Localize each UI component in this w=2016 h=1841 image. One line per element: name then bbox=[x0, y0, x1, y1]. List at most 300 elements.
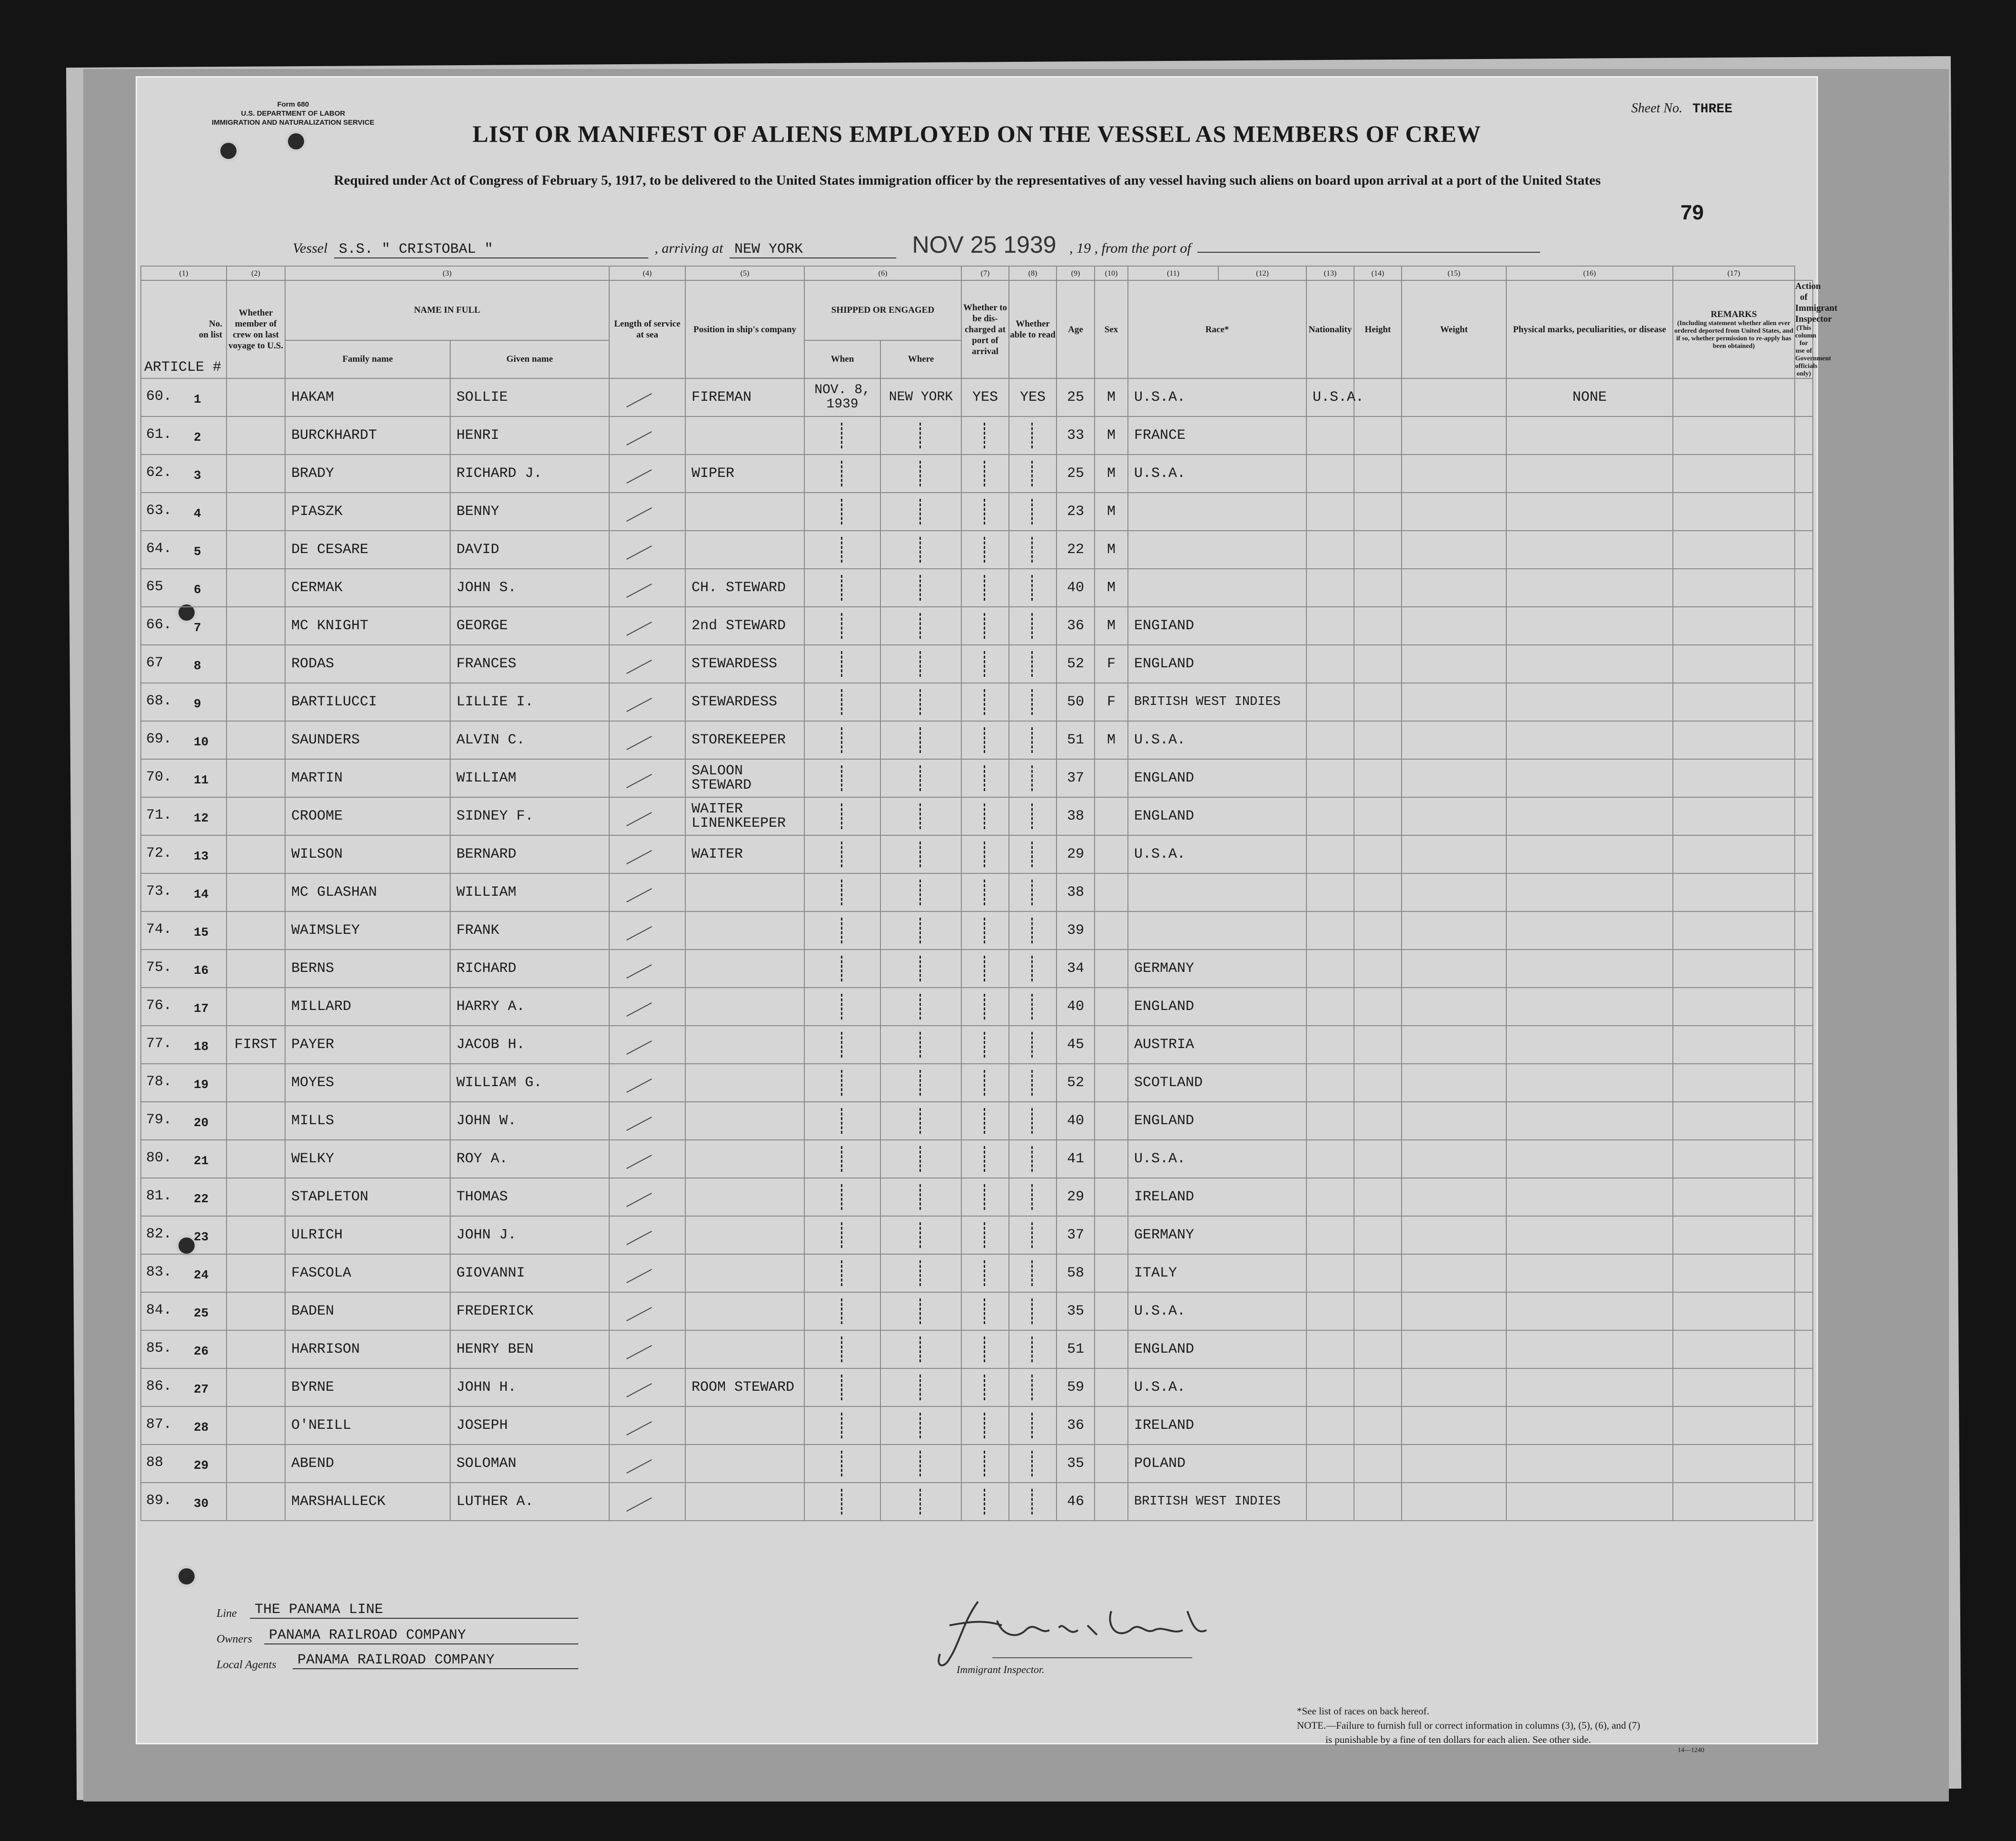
ditto-dash bbox=[841, 1146, 844, 1172]
previous-voyage-cell bbox=[227, 1406, 285, 1445]
article-number: 88 bbox=[146, 1455, 164, 1471]
nationality-cell bbox=[1306, 1102, 1354, 1140]
when-cell bbox=[804, 797, 880, 835]
sex-cell bbox=[1095, 1368, 1128, 1406]
list-number: 21 bbox=[194, 1154, 209, 1168]
physical-marks-cell bbox=[1506, 759, 1673, 797]
family-name-cell: HAKAM bbox=[285, 378, 450, 416]
table-row bbox=[141, 797, 1813, 835]
height-cell bbox=[1354, 797, 1402, 835]
position-cell: 2nd STEWARD bbox=[685, 607, 804, 645]
nationality-cell bbox=[1306, 1483, 1354, 1521]
age-cell: 34 bbox=[1057, 950, 1095, 988]
sex-cell bbox=[1095, 797, 1128, 835]
where-cell bbox=[880, 416, 961, 455]
age-cell: 50 bbox=[1057, 683, 1095, 721]
physical-marks-cell bbox=[1506, 1254, 1673, 1292]
family-name-cell: DE CESARE bbox=[285, 531, 450, 569]
where-cell bbox=[880, 1254, 961, 1292]
ditto-dash bbox=[984, 1375, 987, 1400]
list-number-cell bbox=[141, 531, 227, 569]
note-penalty: NOTE.—Failure to furnish full or correct information in columns (3), (5), (6), and (7) bbox=[1297, 1720, 1640, 1731]
position-cell bbox=[685, 988, 804, 1026]
ditto-dash bbox=[1031, 1413, 1035, 1438]
length-of-service-cell bbox=[609, 759, 685, 797]
read-cell bbox=[1009, 1292, 1057, 1330]
position-cell bbox=[685, 1330, 804, 1368]
family-name-cell: MC KNIGHT bbox=[285, 607, 450, 645]
remarks-cell bbox=[1673, 1445, 1795, 1483]
position-cell bbox=[685, 1026, 804, 1064]
disch-cell bbox=[961, 493, 1009, 531]
given-name-cell: HENRI bbox=[450, 416, 609, 455]
action-cell bbox=[1795, 683, 1813, 721]
list-number: 9 bbox=[194, 697, 201, 711]
height-cell bbox=[1354, 1254, 1402, 1292]
ditto-stroke bbox=[626, 1421, 652, 1435]
race-cell: U.S.A. bbox=[1128, 721, 1306, 759]
race-cell: BRITISH WEST INDIES bbox=[1128, 683, 1306, 721]
ditto-dash bbox=[1031, 1146, 1035, 1172]
list-number-cell bbox=[141, 1445, 227, 1483]
read-cell bbox=[1009, 1445, 1057, 1483]
ditto-stroke bbox=[626, 850, 652, 864]
height-cell bbox=[1354, 569, 1402, 607]
list-number: 19 bbox=[194, 1078, 209, 1092]
ditto-dash bbox=[984, 575, 987, 601]
physical-marks-cell bbox=[1506, 835, 1673, 873]
column-number: (17) bbox=[1673, 266, 1795, 280]
list-number-cell bbox=[141, 1064, 227, 1102]
column-number: (5) bbox=[685, 266, 804, 280]
race-cell: U.S.A. bbox=[1128, 835, 1306, 873]
physical-marks-cell bbox=[1506, 1368, 1673, 1406]
where-cell bbox=[880, 835, 961, 873]
action-cell bbox=[1795, 911, 1813, 950]
weight-cell bbox=[1402, 1178, 1506, 1216]
remarks-cell bbox=[1673, 1216, 1795, 1254]
ditto-dash bbox=[841, 1032, 844, 1058]
ditto-dash bbox=[841, 1489, 844, 1514]
height-cell bbox=[1354, 950, 1402, 988]
physical-marks-cell bbox=[1506, 493, 1673, 531]
line-label: Line bbox=[217, 1607, 237, 1620]
ditto-stroke bbox=[626, 1155, 652, 1169]
race-cell: ENGLAND bbox=[1128, 797, 1306, 835]
ditto-stroke bbox=[626, 431, 652, 445]
article-number: 64. bbox=[146, 541, 172, 557]
column-number: (8) bbox=[1009, 266, 1057, 280]
given-name-cell: HENRY BEN bbox=[450, 1330, 609, 1368]
read-cell bbox=[1009, 455, 1057, 493]
disch-cell bbox=[961, 1292, 1009, 1330]
table-row bbox=[141, 645, 1813, 683]
ditto-dash bbox=[919, 575, 923, 601]
ditto-dash bbox=[919, 765, 923, 791]
list-number-cell bbox=[141, 569, 227, 607]
read-cell bbox=[1009, 1254, 1057, 1292]
article-number: 67 bbox=[146, 655, 164, 671]
ditto-dash bbox=[841, 918, 844, 943]
family-name-cell: STAPLETON bbox=[285, 1178, 450, 1216]
nationality-cell bbox=[1306, 1140, 1354, 1178]
weight-cell bbox=[1402, 1406, 1506, 1445]
physical-marks-cell bbox=[1506, 1330, 1673, 1368]
article-number: 61. bbox=[146, 426, 172, 443]
physical-marks-cell bbox=[1506, 455, 1673, 493]
position-cell bbox=[685, 1102, 804, 1140]
height-cell bbox=[1354, 1178, 1402, 1216]
punch-hole bbox=[178, 1568, 195, 1584]
list-number-cell bbox=[141, 1026, 227, 1064]
ditto-dash bbox=[1031, 994, 1035, 1019]
position-cell: FIREMAN bbox=[685, 378, 804, 416]
ditto-dash bbox=[919, 1184, 923, 1210]
position-cell bbox=[685, 1216, 804, 1254]
list-number-cell bbox=[141, 645, 227, 683]
read-cell bbox=[1009, 1216, 1057, 1254]
from-port-label: , from the port of bbox=[1094, 240, 1191, 256]
nationality-cell bbox=[1306, 683, 1354, 721]
length-of-service-cell bbox=[609, 721, 685, 759]
article-number: 84. bbox=[146, 1302, 172, 1318]
given-name-cell: JOSEPH bbox=[450, 1406, 609, 1445]
when-cell bbox=[804, 531, 880, 569]
sheet-number bbox=[1631, 101, 1732, 117]
when-cell bbox=[804, 1368, 880, 1406]
where-cell bbox=[880, 1483, 961, 1521]
weight-cell bbox=[1402, 759, 1506, 797]
age-cell: 41 bbox=[1057, 1140, 1095, 1178]
read-cell bbox=[1009, 873, 1057, 911]
ditto-dash bbox=[841, 880, 844, 905]
action-header bbox=[1795, 280, 1838, 378]
physical-marks-cell bbox=[1506, 1064, 1673, 1102]
height-header: Height bbox=[1354, 280, 1402, 378]
action-cell bbox=[1795, 416, 1813, 455]
length-of-service-cell bbox=[609, 797, 685, 835]
when-cell bbox=[804, 1406, 880, 1445]
line-value: THE PANAMA LINE bbox=[250, 1602, 578, 1619]
ditto-dash bbox=[841, 537, 844, 563]
length-of-service-header: Length of service at sea bbox=[609, 280, 685, 378]
sex-cell bbox=[1095, 1292, 1128, 1330]
position-cell: ROOM STEWARD bbox=[685, 1368, 804, 1406]
height-cell bbox=[1354, 1064, 1402, 1102]
race-cell: GERMANY bbox=[1128, 950, 1306, 988]
given-name-cell: GIOVANNI bbox=[450, 1254, 609, 1292]
article-number: 76. bbox=[146, 998, 172, 1014]
ditto-stroke bbox=[626, 964, 652, 979]
ditto-dash bbox=[1031, 461, 1035, 486]
given-name-cell: RICHARD bbox=[450, 950, 609, 988]
age-cell: 25 bbox=[1057, 455, 1095, 493]
disch-cell bbox=[961, 1178, 1009, 1216]
when-cell bbox=[804, 1140, 880, 1178]
action-cell bbox=[1795, 1406, 1813, 1445]
ditto-dash bbox=[841, 613, 844, 639]
where-cell bbox=[880, 911, 961, 950]
list-number: 20 bbox=[194, 1116, 209, 1130]
ditto-dash bbox=[1031, 1375, 1035, 1400]
list-number: 26 bbox=[194, 1344, 209, 1358]
remarks-cell bbox=[1673, 873, 1795, 911]
remarks-cell bbox=[1673, 1368, 1795, 1406]
ditto-dash bbox=[984, 689, 987, 715]
list-number-cell bbox=[141, 1254, 227, 1292]
sex-cell bbox=[1095, 1026, 1128, 1064]
table-row bbox=[141, 1368, 1813, 1406]
nationality-cell bbox=[1306, 759, 1354, 797]
manifest-page bbox=[136, 76, 1838, 1754]
table-row bbox=[141, 569, 1813, 607]
vessel-label: Vessel bbox=[293, 240, 328, 256]
action-cell bbox=[1795, 1026, 1813, 1064]
ditto-dash bbox=[984, 765, 987, 791]
position-cell bbox=[685, 1140, 804, 1178]
ditto-dash bbox=[919, 1070, 923, 1096]
weight-cell bbox=[1402, 835, 1506, 873]
when-cell bbox=[804, 493, 880, 531]
ditto-stroke bbox=[626, 1345, 652, 1359]
weight-cell bbox=[1402, 569, 1506, 607]
ditto-dash bbox=[919, 956, 923, 981]
age-cell: 35 bbox=[1057, 1292, 1095, 1330]
list-number-cell bbox=[141, 797, 227, 835]
family-name-cell: SAUNDERS bbox=[285, 721, 450, 759]
height-cell bbox=[1354, 1140, 1402, 1178]
age-cell: 40 bbox=[1057, 988, 1095, 1026]
position-cell bbox=[685, 1292, 804, 1330]
read-cell bbox=[1009, 569, 1057, 607]
family-name-cell: BRADY bbox=[285, 455, 450, 493]
length-of-service-cell bbox=[609, 911, 685, 950]
length-of-service-cell bbox=[609, 455, 685, 493]
physical-marks-cell bbox=[1506, 988, 1673, 1026]
ditto-dash bbox=[919, 1222, 923, 1248]
column-number: (11) bbox=[1128, 266, 1218, 280]
race-cell: U.S.A. bbox=[1128, 1368, 1306, 1406]
ditto-dash bbox=[984, 994, 987, 1019]
list-number-cell bbox=[141, 1330, 227, 1368]
when-cell bbox=[804, 1330, 880, 1368]
sex-cell bbox=[1095, 1445, 1128, 1483]
ditto-stroke bbox=[626, 1193, 652, 1207]
list-number-cell bbox=[141, 1140, 227, 1178]
action-cell bbox=[1795, 759, 1813, 797]
position-cell: STEWARDESS bbox=[685, 645, 804, 683]
race-cell: ENGLAND bbox=[1128, 645, 1306, 683]
name-in-full-header: NAME IN FULL bbox=[285, 280, 609, 340]
ditto-dash bbox=[1031, 651, 1035, 677]
action-cell bbox=[1795, 1178, 1813, 1216]
given-name-cell: WILLIAM bbox=[450, 873, 609, 911]
nationality-cell bbox=[1306, 493, 1354, 531]
when-cell bbox=[804, 645, 880, 683]
table-row bbox=[141, 1330, 1813, 1368]
read-cell bbox=[1009, 1330, 1057, 1368]
note-races: *See list of races on back hereof. bbox=[1297, 1705, 1430, 1717]
when-cell bbox=[804, 1445, 880, 1483]
given-name-cell: FREDERICK bbox=[450, 1292, 609, 1330]
ditto-stroke bbox=[626, 812, 652, 826]
ditto-dash bbox=[841, 1298, 844, 1324]
list-number: 27 bbox=[194, 1382, 209, 1396]
table-row bbox=[141, 759, 1813, 797]
physical-marks-cell bbox=[1506, 1483, 1673, 1521]
remarks-cell bbox=[1673, 1292, 1795, 1330]
list-number-cell bbox=[141, 1178, 227, 1216]
physical-marks-cell bbox=[1506, 531, 1673, 569]
disch-cell bbox=[961, 911, 1009, 950]
previous-voyage-cell bbox=[227, 1483, 285, 1521]
ditto-dash bbox=[841, 423, 844, 448]
weight-cell bbox=[1402, 493, 1506, 531]
ditto-dash bbox=[984, 499, 987, 525]
height-cell bbox=[1354, 911, 1402, 950]
when-cell bbox=[804, 1064, 880, 1102]
position-cell: WIPER bbox=[685, 455, 804, 493]
ditto-dash bbox=[984, 956, 987, 981]
nationality-cell bbox=[1306, 416, 1354, 455]
sex-cell bbox=[1095, 1216, 1128, 1254]
previous-voyage-cell: FIRST bbox=[227, 1026, 285, 1064]
length-of-service-cell bbox=[609, 950, 685, 988]
read-cell bbox=[1009, 645, 1057, 683]
disch-cell bbox=[961, 531, 1009, 569]
service-name: IMMIGRATION AND NATURALIZATION SERVICE bbox=[212, 119, 375, 127]
sex-cell bbox=[1095, 1064, 1128, 1102]
ditto-dash bbox=[984, 1260, 987, 1286]
given-name-cell: JOHN W. bbox=[450, 1102, 609, 1140]
sheet-number-label: Sheet No. bbox=[1631, 101, 1682, 116]
remarks-cell bbox=[1673, 721, 1795, 759]
length-of-service-cell bbox=[609, 988, 685, 1026]
age-cell: 22 bbox=[1057, 531, 1095, 569]
sex-cell: M bbox=[1095, 607, 1128, 645]
race-cell: ITALY bbox=[1128, 1254, 1306, 1292]
position-cell bbox=[685, 1406, 804, 1445]
ditto-dash bbox=[984, 1222, 987, 1248]
disch-cell bbox=[961, 1330, 1009, 1368]
column-header-row bbox=[141, 280, 1813, 340]
ditto-dash bbox=[1031, 1032, 1035, 1058]
nationality-cell bbox=[1306, 1254, 1354, 1292]
age-cell: 35 bbox=[1057, 1445, 1095, 1483]
ditto-dash bbox=[841, 727, 844, 753]
given-name-cell: JOHN H. bbox=[450, 1368, 609, 1406]
disch-cell bbox=[961, 1406, 1009, 1445]
physical-marks-cell bbox=[1506, 1406, 1673, 1445]
nationality-cell bbox=[1306, 988, 1354, 1026]
list-number-cell bbox=[141, 950, 227, 988]
action-cell bbox=[1795, 721, 1813, 759]
disch-cell bbox=[961, 683, 1009, 721]
list-number-cell bbox=[141, 683, 227, 721]
ditto-dash bbox=[984, 651, 987, 677]
owners-value: PANAMA RAILROAD COMPANY bbox=[264, 1627, 578, 1644]
action-label: Action of Immigrant Inspector bbox=[1795, 281, 1838, 324]
where-cell bbox=[880, 645, 961, 683]
nationality-cell bbox=[1306, 607, 1354, 645]
list-number: 23 bbox=[194, 1230, 209, 1244]
disch-cell bbox=[961, 835, 1009, 873]
remarks-note: (Including statement whether alien ever ordered deported from United States, and if so, whether permission to re-apply has been obtained) bbox=[1674, 319, 1793, 350]
height-cell bbox=[1354, 721, 1402, 759]
length-of-service-cell bbox=[609, 569, 685, 607]
remarks-cell bbox=[1673, 645, 1795, 683]
table-row bbox=[141, 1064, 1813, 1102]
remarks-cell bbox=[1673, 1026, 1795, 1064]
physical-marks-cell bbox=[1506, 1102, 1673, 1140]
ditto-stroke bbox=[626, 622, 652, 636]
article-number: 89. bbox=[146, 1493, 172, 1509]
nationality-cell bbox=[1306, 721, 1354, 759]
length-of-service-cell bbox=[609, 531, 685, 569]
physical-marks-cell bbox=[1506, 797, 1673, 835]
weight-cell bbox=[1402, 531, 1506, 569]
table-row bbox=[141, 873, 1813, 911]
action-cell bbox=[1795, 988, 1813, 1026]
physical-marks-cell bbox=[1506, 1445, 1673, 1483]
remarks-cell bbox=[1673, 988, 1795, 1026]
nationality-cell bbox=[1306, 1330, 1354, 1368]
previous-voyage-cell bbox=[227, 1330, 285, 1368]
weight-cell bbox=[1402, 1140, 1506, 1178]
column-number: (14) bbox=[1354, 266, 1402, 280]
ditto-dash bbox=[1031, 1108, 1035, 1134]
when-cell bbox=[804, 988, 880, 1026]
previous-voyage-cell bbox=[227, 569, 285, 607]
age-cell: 59 bbox=[1057, 1368, 1095, 1406]
column-number: (12) bbox=[1218, 266, 1306, 280]
list-number: 3 bbox=[194, 468, 201, 483]
ditto-dash bbox=[1031, 1298, 1035, 1324]
length-of-service-cell bbox=[609, 1216, 685, 1254]
ditto-dash bbox=[919, 1298, 923, 1324]
weight-cell bbox=[1402, 1330, 1506, 1368]
ditto-dash bbox=[919, 880, 923, 905]
local-agents-value: PANAMA RAILROAD COMPANY bbox=[293, 1652, 578, 1669]
action-cell bbox=[1795, 1330, 1813, 1368]
family-name-cell: BARTILUCCI bbox=[285, 683, 450, 721]
table-row bbox=[141, 721, 1813, 759]
height-cell bbox=[1354, 1406, 1402, 1445]
no-on-list-header bbox=[141, 280, 227, 378]
age-cell: 38 bbox=[1057, 797, 1095, 835]
list-number-cell bbox=[141, 607, 227, 645]
ditto-stroke bbox=[626, 736, 652, 750]
previous-voyage-cell bbox=[227, 1140, 285, 1178]
race-cell bbox=[1128, 493, 1306, 531]
crew-rows bbox=[141, 378, 1813, 1521]
length-of-service-cell bbox=[609, 1445, 685, 1483]
race-cell: U.S.A. bbox=[1128, 1292, 1306, 1330]
table-row bbox=[141, 1445, 1813, 1483]
sex-cell: F bbox=[1095, 683, 1128, 721]
race-cell bbox=[1128, 911, 1306, 950]
ditto-dash bbox=[984, 1413, 987, 1438]
where-cell bbox=[880, 1102, 961, 1140]
list-number-cell bbox=[141, 416, 227, 455]
table-row bbox=[141, 950, 1813, 988]
list-number-cell bbox=[141, 493, 227, 531]
age-cell: 40 bbox=[1057, 1102, 1095, 1140]
article-number: 65 bbox=[146, 579, 164, 595]
disch-cell bbox=[961, 759, 1009, 797]
weight-cell bbox=[1402, 416, 1506, 455]
family-name-cell: WILSON bbox=[285, 835, 450, 873]
